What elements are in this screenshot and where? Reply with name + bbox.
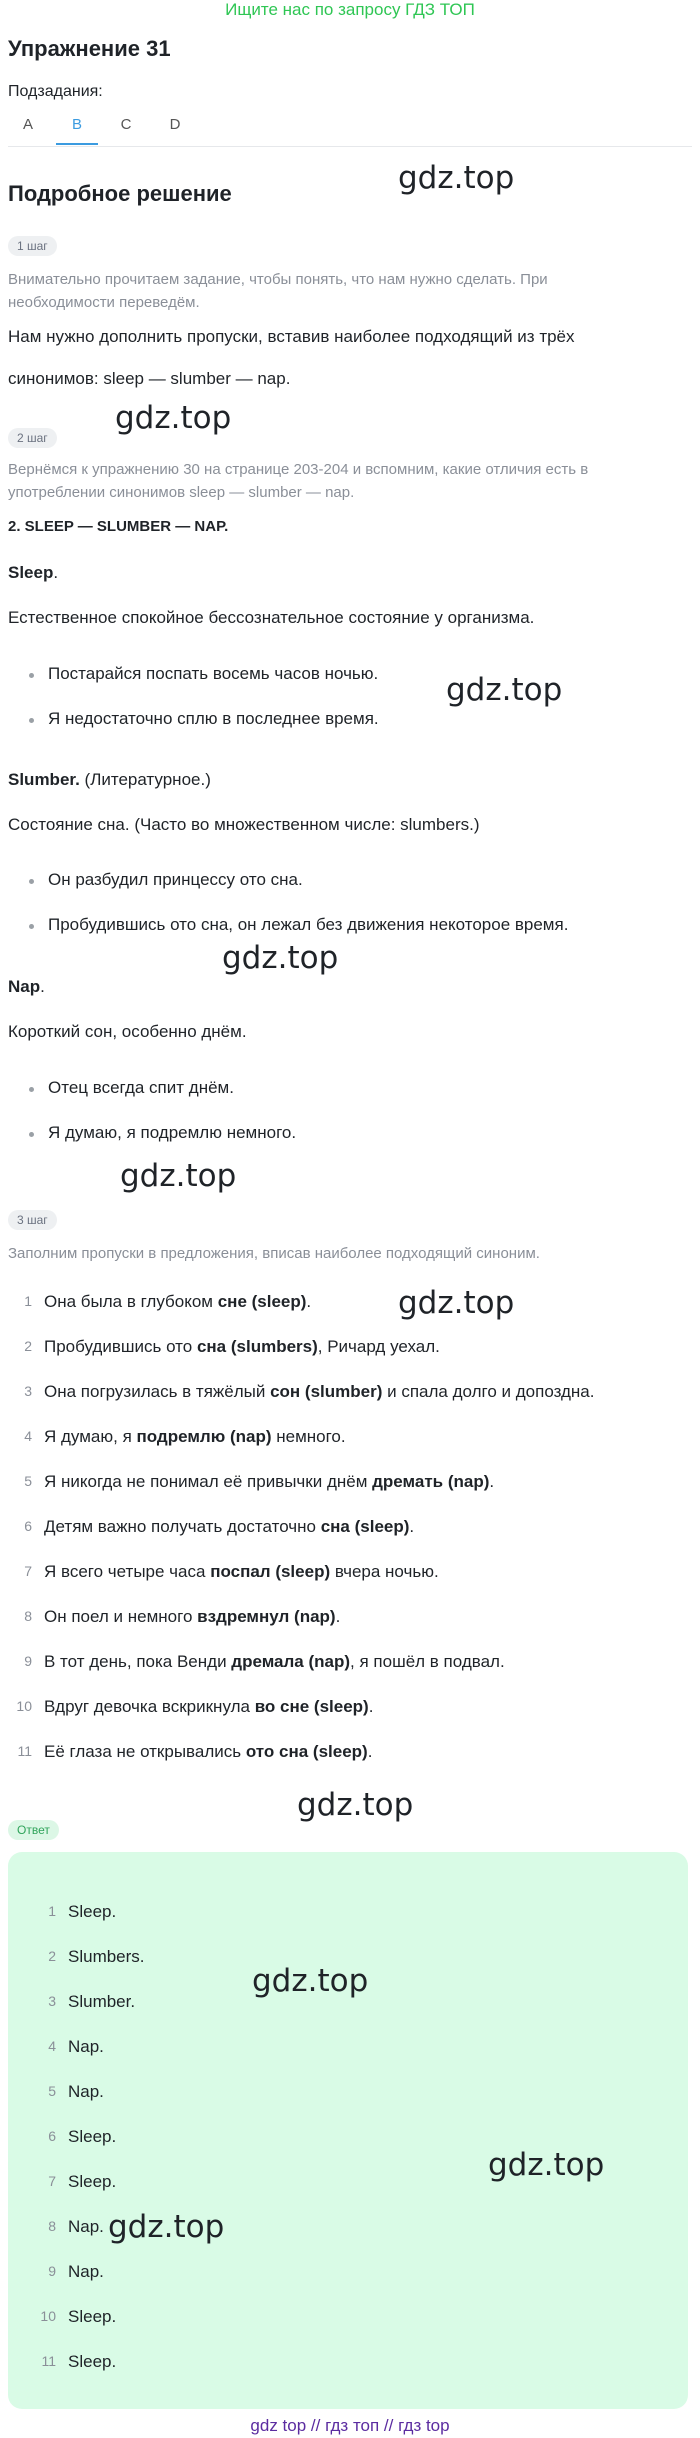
bullet — [29, 924, 34, 929]
filled-word: во сне (sleep) — [254, 1697, 369, 1716]
list-item: Он разбудил принцессу ото сна. — [48, 870, 303, 889]
filled-word: сна (sleep) — [320, 1517, 410, 1536]
bullet — [29, 879, 34, 884]
sentence-text: Я никогда не понимал её привычки днём — [44, 1472, 373, 1491]
step-2-heading: 2. SLEEP — SLUMBER — NAP. — [8, 518, 229, 535]
active-tab-indicator — [56, 143, 98, 145]
sentence-text: . — [368, 1697, 374, 1716]
sentence-item — [44, 1560, 439, 1584]
watermark: gdz.top — [222, 940, 339, 976]
footer-links[interactable]: gdz top // гдз топ // гдз top — [250, 2416, 450, 2435]
sentence-text: Детям важно получать достаточно — [44, 1517, 321, 1536]
answer-item: Nap. — [68, 2037, 104, 2056]
item-number: 10 — [16, 1698, 32, 1714]
subtask-tabs — [8, 108, 692, 147]
item-number: 11 — [17, 1743, 32, 1759]
tab-a[interactable]: A — [22, 116, 33, 133]
term-slumber: Slumber. (Литературное.) — [8, 770, 211, 789]
answer-number: 4 — [48, 2038, 56, 2054]
answer-item: Nap. — [68, 2217, 104, 2236]
answer-number: 2 — [48, 1948, 56, 1964]
slumber-definition: Состояние сна. (Часто во множественном числе: slumbers.) — [8, 815, 480, 834]
answer-item: Sleep. — [68, 2352, 117, 2371]
list-item: Постарайся поспать восемь часов ночью. — [48, 664, 379, 683]
watermark: gdz.top — [115, 400, 232, 436]
term-nap: Nap. — [8, 977, 45, 996]
solution-title: Подробное решение — [8, 181, 232, 206]
answer-item: Slumber. — [68, 1992, 136, 2011]
item-number: 4 — [24, 1428, 32, 1444]
watermark: gdz.top — [398, 160, 515, 196]
answer-badge: Ответ — [8, 1820, 59, 1840]
list-item: Я недостаточно сплю в последнее время. — [48, 709, 379, 728]
sentence-text: . — [367, 1742, 373, 1761]
answer-item: Nap. — [68, 2262, 104, 2281]
filled-word: подремлю (nap) — [136, 1427, 272, 1446]
answer-number: 3 — [48, 1993, 56, 2009]
answer-number: 11 — [41, 2353, 56, 2369]
list-item: Пробудившись ото сна, он лежал без движения некоторое время. — [48, 915, 569, 934]
sentence-text: В тот день, пока Венди — [44, 1652, 232, 1671]
watermark: gdz.top — [446, 672, 563, 708]
step-3-badge: 3 шаг — [8, 1210, 57, 1230]
answer-number: 6 — [48, 2128, 56, 2144]
sentence-text: . — [306, 1292, 312, 1311]
item-number: 3 — [24, 1383, 32, 1399]
answer-number: 9 — [48, 2263, 56, 2279]
answer-number: 5 — [48, 2083, 56, 2099]
tab-d[interactable]: D — [169, 116, 181, 133]
nap-definition: Короткий сон, особенно днём. — [8, 1022, 247, 1041]
subtasks-label: Подзадания: — [8, 83, 103, 100]
bullet — [29, 718, 34, 723]
item-number: 7 — [24, 1563, 32, 1579]
sentence-text: Её глаза не открывались — [44, 1742, 246, 1761]
sentence-text: Я думаю, я — [44, 1427, 137, 1446]
watermark: gdz.top — [297, 1787, 414, 1823]
watermark: gdz.top — [108, 2209, 225, 2245]
filled-word: ото сна (sleep) — [245, 1742, 368, 1761]
item-number: 1 — [24, 1293, 32, 1309]
sentence-item — [44, 1425, 346, 1449]
answer-item: Slumbers. — [68, 1947, 145, 1966]
step-1-badge: 1 шаг — [8, 236, 57, 256]
list-item: Я думаю, я подремлю немного. — [48, 1123, 297, 1142]
sentence-text: . — [409, 1517, 415, 1536]
sentence-text: немного. — [271, 1427, 346, 1446]
item-number: 8 — [24, 1608, 32, 1624]
answer-item: Sleep. — [68, 2307, 117, 2326]
answer-item: Sleep. — [68, 2127, 117, 2146]
answer-number: 7 — [48, 2173, 56, 2189]
filled-word: сна (slumbers) — [196, 1337, 318, 1356]
filled-word: вздремнул (nap) — [197, 1607, 336, 1626]
sentence-item — [44, 1605, 340, 1629]
answer-number: 10 — [40, 2308, 56, 2324]
sentence-item — [44, 1470, 494, 1494]
filled-word: сне (sleep) — [217, 1292, 307, 1311]
item-number: 5 — [24, 1473, 32, 1489]
sentence-item — [44, 1740, 372, 1764]
sentence-item — [44, 1695, 373, 1719]
item-number: 2 — [24, 1338, 32, 1354]
answer-item: Nap. — [68, 2082, 104, 2101]
watermark: gdz.top — [252, 1963, 369, 1999]
sentence-item — [44, 1290, 311, 1314]
sentence-text: вчера ночью. — [330, 1562, 439, 1581]
answer-item: Sleep. — [68, 1902, 117, 1921]
item-number: 9 — [24, 1653, 32, 1669]
filled-word: поспал (sleep) — [210, 1562, 331, 1581]
sentence-item — [44, 1380, 594, 1404]
filled-word: дремала (nap) — [231, 1652, 351, 1671]
sentence-text: Вдруг девочка вскрикнула — [44, 1697, 255, 1716]
bullet — [29, 1132, 34, 1137]
step-3-hint: Заполним пропуски в предложения, вписав наиболее подходящий синоним. — [8, 1245, 540, 1262]
filled-word: дремать (nap) — [372, 1472, 490, 1491]
page-title: Упражнение 31 — [8, 36, 171, 61]
watermark: gdz.top — [488, 2147, 605, 2183]
top-search-link[interactable]: Ищите нас по запросу ГДЗ ТОП — [225, 0, 475, 19]
list-item: Отец всегда спит днём. — [48, 1078, 234, 1097]
filled-word: сон (slumber) — [270, 1382, 383, 1401]
step-2-badge: 2 шаг — [8, 428, 57, 448]
step-1-text: синонимов: sleep — slumber — nap. — [8, 369, 291, 388]
tab-c[interactable]: C — [120, 116, 132, 133]
sentence-text: , я пошёл в подвал. — [350, 1652, 505, 1671]
sleep-definition: Естественное спокойное бессознательное состояние у организма. — [8, 608, 535, 627]
sentence-item — [44, 1335, 440, 1359]
answer-number: 8 — [48, 2218, 56, 2234]
sentence-text: . — [489, 1472, 495, 1491]
watermark: gdz.top — [398, 1285, 515, 1321]
tab-b[interactable]: B — [71, 116, 82, 133]
sentence-text: Она погрузилась в тяжёлый — [44, 1382, 271, 1401]
step-1-hint: Внимательно прочитаем задание, чтобы понять, что нам нужно сделать. При необходимости переведём. — [8, 271, 548, 311]
sentence-text: . — [335, 1607, 341, 1626]
sentence-text: , Ричард уехал. — [317, 1337, 440, 1356]
answer-number: 1 — [48, 1903, 56, 1919]
sentence-text: Я всего четыре часа — [44, 1562, 211, 1581]
step-2-hint: Вернёмся к упражнению 30 на странице 203-204 и вспомним, какие отличия есть в употреблении синонимов sleep — slumber — nap. — [8, 461, 589, 501]
sentence-item — [44, 1650, 505, 1674]
answer-item: Sleep. — [68, 2172, 117, 2191]
bullet — [29, 673, 34, 678]
step-1-text: Нам нужно дополнить пропуски, вставив наиболее подходящий из трёх — [8, 327, 575, 346]
item-number: 6 — [24, 1518, 32, 1534]
sentence-text: Он поел и немного — [44, 1607, 198, 1626]
sentence-text: Она была в глубоком — [44, 1292, 218, 1311]
sentence-item — [44, 1515, 414, 1539]
term-sleep: Sleep. — [8, 563, 59, 582]
bullet — [29, 1087, 34, 1092]
watermark: gdz.top — [120, 1158, 237, 1194]
sentence-text: Пробудившись ото — [44, 1337, 197, 1356]
sentence-text: и спала долго и допоздна. — [382, 1382, 595, 1401]
